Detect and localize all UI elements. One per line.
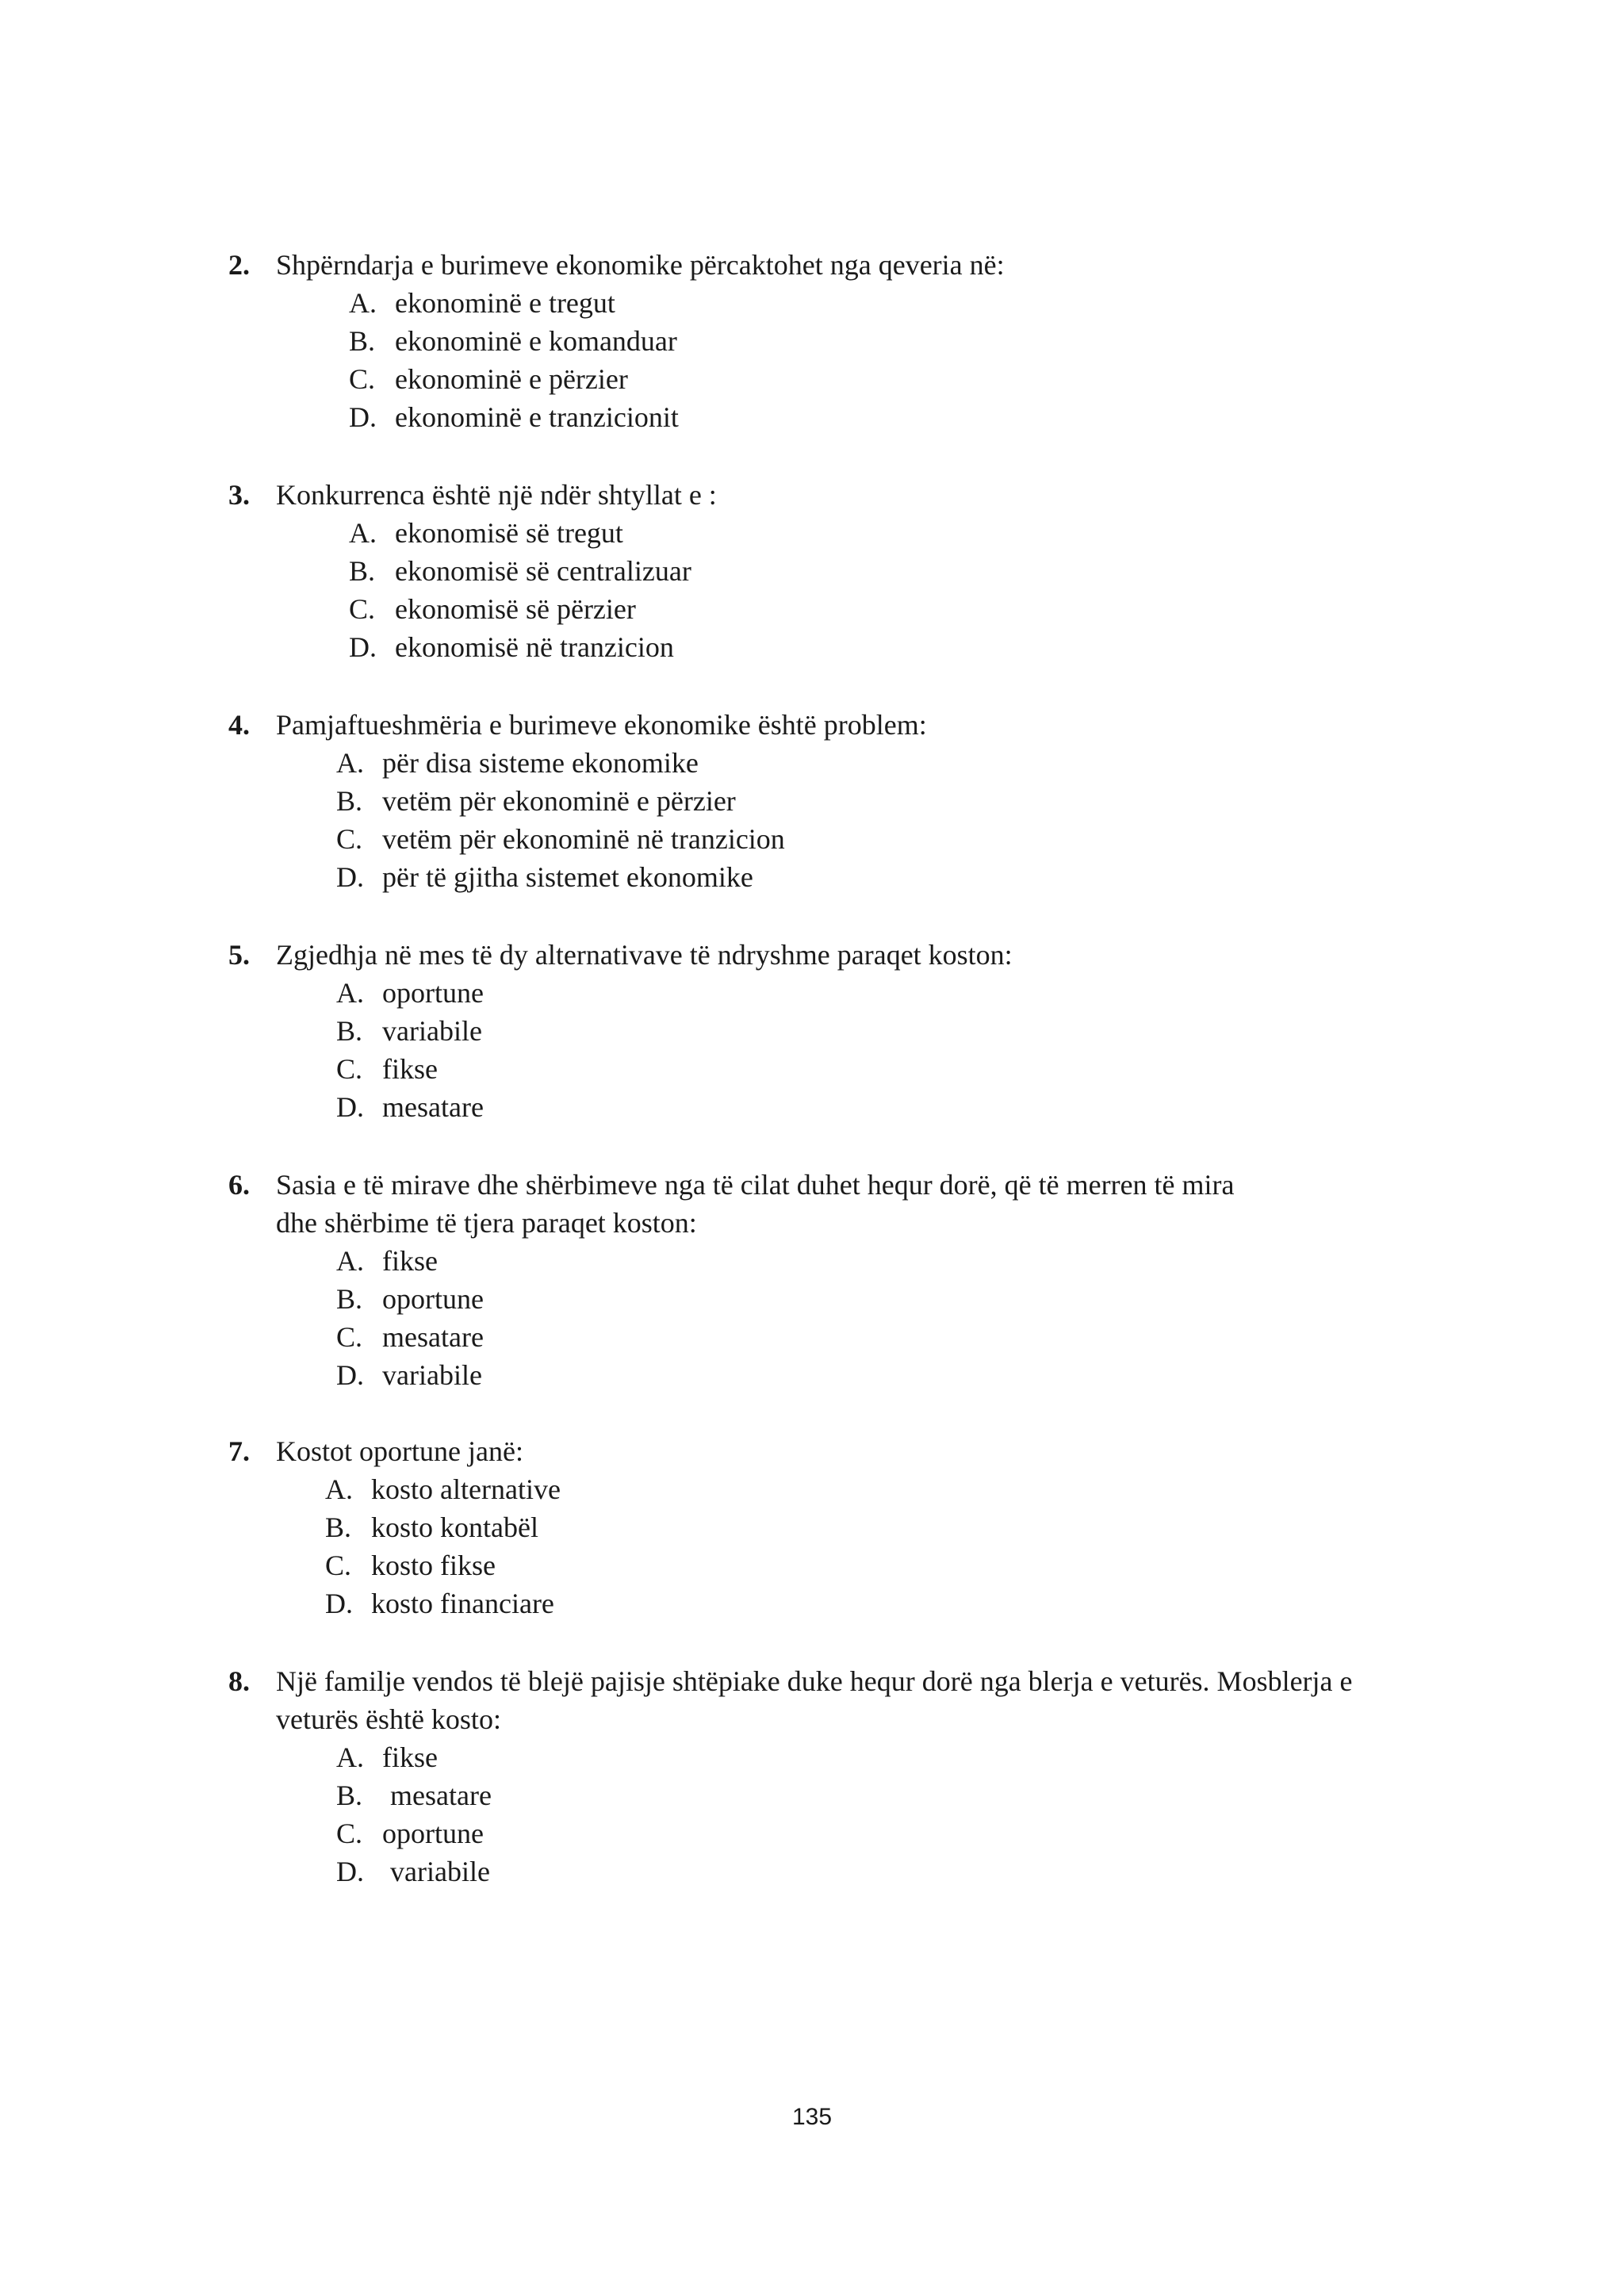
option-text: ekonominë e përzier xyxy=(395,363,628,395)
option-text: kosto alternative xyxy=(371,1473,561,1505)
answer-option-b xyxy=(336,1012,482,1050)
answer-option-c xyxy=(349,360,628,398)
answer-option-b xyxy=(349,552,691,590)
answer-option-a xyxy=(349,284,615,322)
option-text: fikse xyxy=(382,1245,438,1277)
option-letter: B. xyxy=(336,785,363,817)
option-letter: A. xyxy=(325,1473,353,1505)
option-letter: C. xyxy=(349,363,376,395)
option-text: variabile xyxy=(382,1015,482,1047)
question-text: Zgjedhja në mes të dy alternativave të ndryshme paraqet koston: xyxy=(276,939,1013,971)
option-letter: D. xyxy=(325,1588,353,1619)
answer-option-a xyxy=(336,744,699,782)
answer-option-d xyxy=(349,398,679,436)
option-letter: B. xyxy=(325,1511,352,1543)
answer-option-c xyxy=(336,1814,484,1852)
question-text-line-1: Sasia e të mirave dhe shërbimeve nga të cilat duhet hequr dorë, që të merren të mira xyxy=(276,1169,1235,1201)
option-letter: D. xyxy=(336,1091,364,1123)
option-letter: B. xyxy=(336,1780,363,1811)
answer-option-d xyxy=(336,1852,490,1891)
question-number: 4. xyxy=(228,709,250,741)
question-number: 5. xyxy=(228,939,250,971)
answer-option-b xyxy=(336,782,736,820)
option-text: mesatare xyxy=(382,1321,484,1353)
option-letter: B. xyxy=(349,555,376,587)
answer-option-d xyxy=(336,1088,484,1126)
option-text: fikse xyxy=(382,1741,438,1773)
option-letter: D. xyxy=(336,861,364,893)
answer-option-a xyxy=(336,974,484,1012)
option-letter: C. xyxy=(349,593,376,625)
answer-option-b xyxy=(336,1776,492,1814)
answer-option-b xyxy=(336,1280,484,1318)
answer-option-b xyxy=(325,1508,538,1546)
option-letter: A. xyxy=(336,977,364,1009)
option-text: ekonomisë së përzier xyxy=(395,593,636,625)
answer-option-c xyxy=(349,590,636,628)
option-text: fikse xyxy=(382,1053,438,1085)
question-number: 3. xyxy=(228,479,250,511)
option-text: kosto financiare xyxy=(371,1588,554,1619)
option-text: ekonominë e tranzicionit xyxy=(395,401,679,433)
option-letter: D. xyxy=(336,1856,364,1887)
option-text: mesatare xyxy=(390,1780,492,1811)
option-letter: D. xyxy=(349,401,377,433)
answer-option-d xyxy=(349,628,674,666)
answer-option-d xyxy=(325,1584,554,1622)
option-text: kosto fikse xyxy=(371,1550,496,1581)
option-text: kosto kontabël xyxy=(371,1511,538,1543)
question-number: 6. xyxy=(228,1169,250,1201)
option-text: vetëm për ekonominë e përzier xyxy=(382,785,736,817)
question-text-line-2: dhe shërbime të tjera paraqet koston: xyxy=(276,1207,697,1239)
answer-option-a xyxy=(336,1242,438,1280)
answer-option-a xyxy=(336,1738,438,1776)
question-text: Shpërndarja e burimeve ekonomike përcaktohet nga qeveria në: xyxy=(276,249,1005,281)
answer-option-d xyxy=(336,858,753,896)
answer-option-c xyxy=(336,1318,484,1356)
option-text: vetëm për ekonominë në tranzicion xyxy=(382,823,785,855)
option-text: për disa sisteme ekonomike xyxy=(382,747,699,779)
option-letter: C. xyxy=(325,1550,352,1581)
option-text: variabile xyxy=(382,1359,482,1391)
option-text: ekonomisë së centralizuar xyxy=(395,555,691,587)
option-letter: A. xyxy=(336,1245,364,1277)
answer-option-a xyxy=(349,514,623,552)
option-letter: B. xyxy=(336,1283,363,1315)
option-letter: A. xyxy=(349,287,377,319)
option-text: ekonomisë së tregut xyxy=(395,517,623,549)
option-letter: C. xyxy=(336,823,363,855)
question-number: 2. xyxy=(228,249,250,281)
option-text: oportune xyxy=(382,977,484,1009)
option-letter: C. xyxy=(336,1321,363,1353)
answer-option-b xyxy=(349,322,677,360)
question-number: 8. xyxy=(228,1665,250,1697)
answer-option-c xyxy=(336,1050,438,1088)
option-text: oportune xyxy=(382,1283,484,1315)
option-letter: B. xyxy=(349,325,376,357)
option-text: variabile xyxy=(390,1856,490,1887)
option-text: mesatare xyxy=(382,1091,484,1123)
answer-option-a xyxy=(325,1470,561,1508)
question-text: Pamjaftueshmëria e burimeve ekonomike është problem: xyxy=(276,709,927,741)
option-text: ekonominë e komanduar xyxy=(395,325,677,357)
option-letter: D. xyxy=(349,631,377,663)
option-text: oportune xyxy=(382,1818,484,1849)
option-text: për të gjitha sistemet ekonomike xyxy=(382,861,753,893)
option-letter: A. xyxy=(336,747,364,779)
option-letter: D. xyxy=(336,1359,364,1391)
option-letter: B. xyxy=(336,1015,363,1047)
option-letter: C. xyxy=(336,1818,363,1849)
question-text: Kostot oportune janë: xyxy=(276,1435,523,1467)
option-letter: A. xyxy=(349,517,377,549)
answer-option-d xyxy=(336,1356,482,1394)
question-text-line-2: veturës është kosto: xyxy=(276,1703,501,1735)
answer-option-c xyxy=(336,820,785,858)
question-text: Konkurrenca është një ndër shtyllat e : xyxy=(276,479,717,511)
option-text: ekonominë e tregut xyxy=(395,287,615,319)
option-text: ekonomisë në tranzicion xyxy=(395,631,674,663)
page-number: 135 xyxy=(791,2104,833,2130)
question-text-line-1: Një familje vendos të blejë pajisje shtëpiake duke hequr dorë nga blerja e veturës. Mosblerja e xyxy=(276,1665,1353,1697)
option-letter: A. xyxy=(336,1741,364,1773)
question-number: 7. xyxy=(228,1435,250,1467)
answer-option-c xyxy=(325,1546,496,1584)
option-letter: C. xyxy=(336,1053,363,1085)
